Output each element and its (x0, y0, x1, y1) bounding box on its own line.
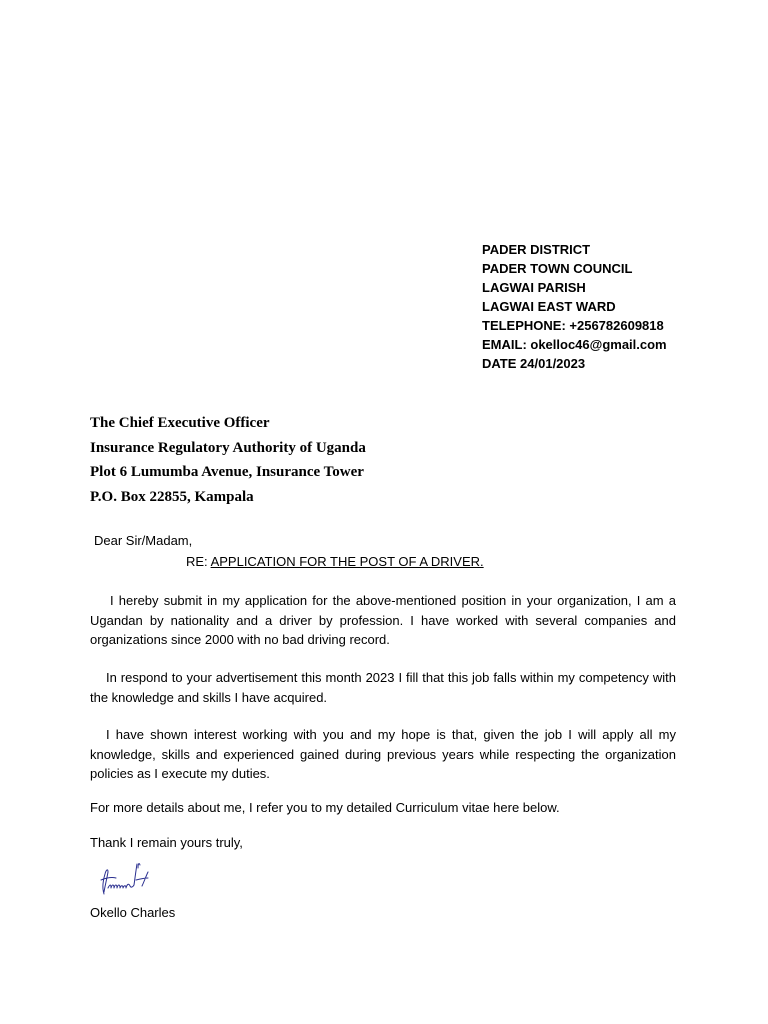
body-paragraph-3 (90, 725, 676, 784)
recipient-pobox: P.O. Box 22855, Kampala (90, 488, 254, 505)
body-paragraph-1 (90, 591, 676, 650)
sender-telephone: TELEPHONE: +256782609818 (482, 318, 664, 333)
closing-line: Thank I remain yours truly, (90, 835, 243, 850)
recipient-address: Plot 6 Lumumba Avenue, Insurance Tower (90, 464, 364, 481)
reference-prefix: RE: (186, 554, 211, 569)
signer-name: Okello Charles (90, 905, 176, 920)
sender-council: PADER TOWN COUNCIL (482, 261, 633, 276)
sender-ward: LAGWAI EAST WARD (482, 299, 616, 314)
recipient-organization: Insurance Regulatory Authority of Uganda (90, 439, 366, 456)
reference-line (186, 553, 484, 571)
body-paragraph-3-text: I have shown interest working with you and my hope is that, given the job I will apply all my knowledge, skills and experienced gained during previous years while respecting the organization policies as I execute my duties. (90, 727, 676, 781)
salutation: Dear Sir/Madam, (94, 533, 193, 548)
body-paragraph-1-text: I hereby submit in my application for the above-mentioned position in your organization, I am a Ugandan by nationality and a driver by profession. I have worked with several companies and organizations since 2000 with no bad driving record. (90, 593, 676, 647)
body-paragraph-2-text: In respond to your advertisement this month 2023 I fill that this job falls within my competency with the knowledge and skills I have acquired. (90, 670, 676, 705)
recipient-title: The Chief Executive Officer (90, 415, 270, 431)
body-paragraph-4: For more details about me, I refer you to my detailed Curriculum vitae here below. (90, 800, 560, 815)
sender-address-block (482, 240, 667, 373)
recipient-address-block (90, 411, 366, 509)
letter-date: DATE 24/01/2023 (482, 356, 586, 371)
sender-parish: LAGWAI PARISH (482, 280, 586, 295)
body-paragraph-2 (90, 668, 676, 707)
handwritten-signature (96, 858, 156, 898)
sender-district: PADER DISTRICT (482, 242, 591, 257)
reference-subject: APPLICATION FOR THE POST OF A DRIVER. (210, 554, 484, 569)
sender-email: EMAIL: okelloc46@gmail.com (482, 337, 667, 352)
